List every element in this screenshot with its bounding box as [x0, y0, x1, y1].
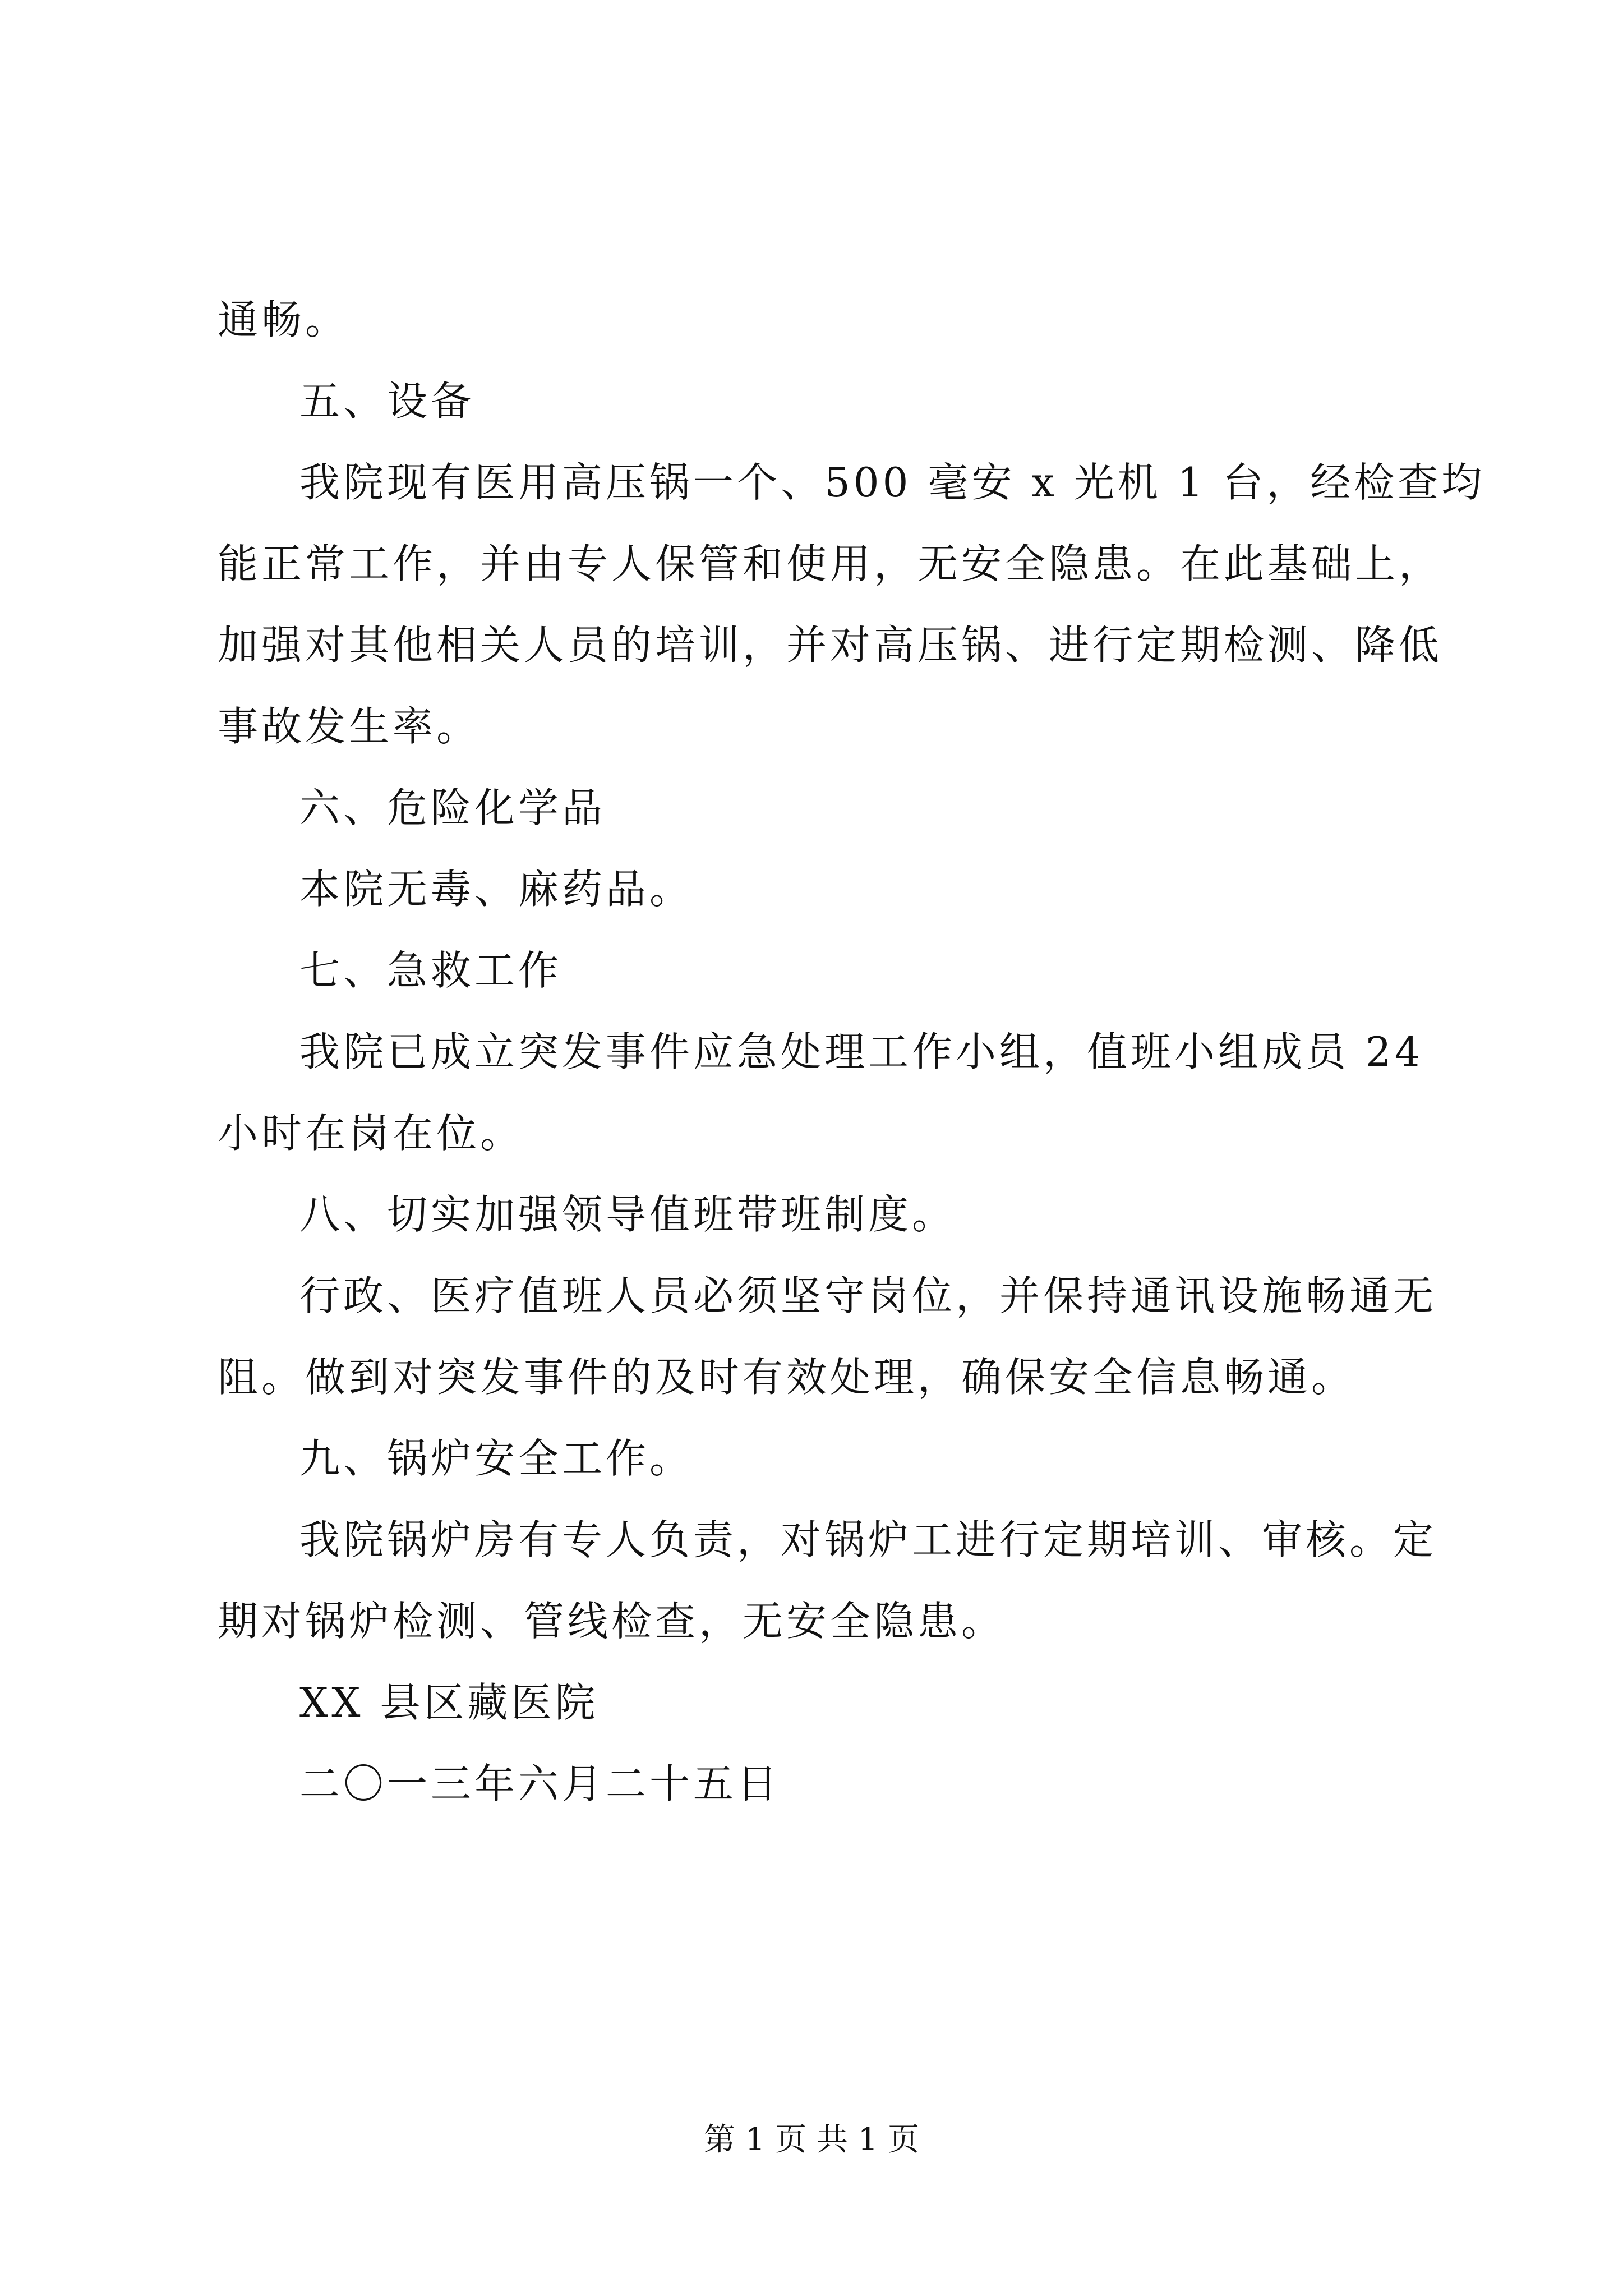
page-number: 第 1 页 共 1 页: [703, 2122, 920, 2158]
paragraph-line: 阻。做到对突发事件的及时有效处理，确保安全信息畅通。: [218, 1354, 1355, 1401]
paragraph-line: 我院锅炉房有专人负责，对锅炉工进行定期培训、审核。定: [299, 1516, 1437, 1563]
paragraph-line: 加强对其他相关人员的培训，并对高压锅、进行定期检测、降低: [218, 622, 1443, 669]
paragraph-line: 能正常工作，并由专人保管和使用，无安全隐患。在此基础上，: [218, 540, 1443, 587]
paragraph-line: 小时在岗在位。: [218, 1110, 524, 1157]
section-heading-emergency: 七、急救工作: [299, 947, 562, 994]
paragraph-line: 通畅。: [218, 296, 349, 343]
signature-date: 二〇一三年六月二十五日: [299, 1760, 781, 1807]
paragraph-line: 行政、医疗值班人员必须坚守岗位，并保持通讯设施畅通无: [299, 1272, 1437, 1319]
section-heading-duty: 八、切实加强领导值班带班制度。: [299, 1191, 956, 1238]
section-heading-chemicals: 六、危险化学品: [299, 784, 606, 831]
paragraph-line: 我院已成立突发事件应急处理工作小组，值班小组成员 24: [299, 1028, 1424, 1075]
paragraph-line: 我院现有医用高压锅一个、500 毫安 x 光机 1 台，经检查均: [299, 459, 1486, 506]
paragraph-line: 本院无毒、麻药品。: [299, 866, 694, 913]
paragraph-line: 事故发生率。: [218, 703, 481, 750]
section-heading-equipment: 五、设备: [299, 378, 475, 425]
section-heading-boiler: 九、锅炉安全工作。: [299, 1435, 694, 1482]
paragraph-line: 期对锅炉检测、管线检查，无安全隐患。: [218, 1598, 1006, 1645]
signature-organization: XX 县区藏医院: [299, 1679, 599, 1726]
